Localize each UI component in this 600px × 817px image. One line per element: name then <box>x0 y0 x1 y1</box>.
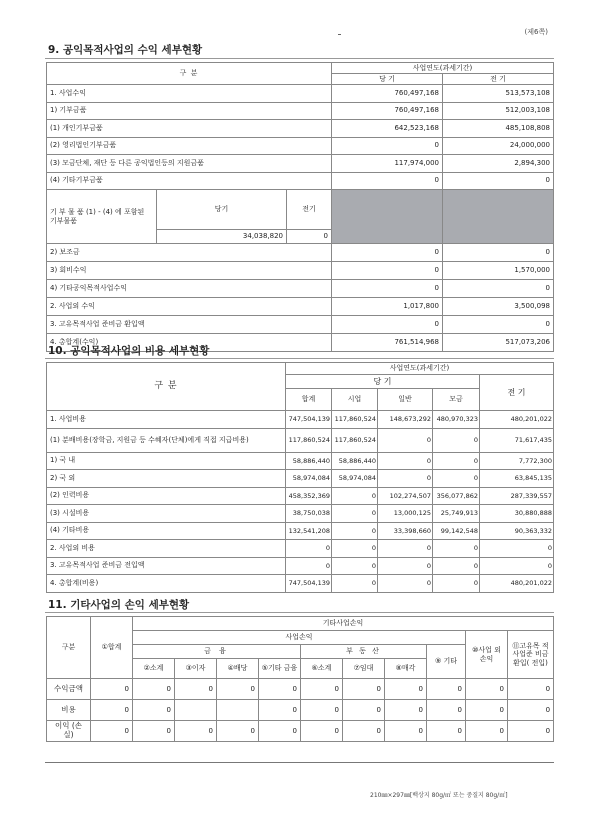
other-row-label: 이익 (손실) <box>47 721 91 742</box>
expense-value: 0 <box>378 470 433 488</box>
revenue-row <box>47 155 554 173</box>
expense-value: 0 <box>378 575 433 593</box>
revenue-row <box>47 262 554 280</box>
other-subheader-0: ②소계 <box>133 659 175 679</box>
expense-value: 458,352,369 <box>286 487 332 505</box>
revenue-current-value: 1,017,800 <box>332 298 443 316</box>
other-header-bizpl: 사업손익 <box>133 631 466 645</box>
revenue-prior-value: 2,894,300 <box>443 155 554 173</box>
other-value: 0 <box>427 700 466 721</box>
expense-row <box>47 575 554 593</box>
revenue-current-value: 0 <box>332 172 443 190</box>
revenue-current-value: 0 <box>332 244 443 262</box>
expense-value: 38,750,038 <box>286 505 332 523</box>
other-value: 0 <box>259 721 301 742</box>
other-value: 0 <box>175 721 217 742</box>
expense-value: 63,845,135 <box>480 470 554 488</box>
expense-header-category: 구 분 <box>47 363 286 411</box>
inkind-label: 기 부 물 품 (1) - (4) 에 포함된 기부물품 <box>47 190 157 244</box>
expense-row-label: (2) 인력비용 <box>47 487 286 505</box>
other-value: 0 <box>133 679 175 700</box>
other-subheader-2: ④배당 <box>217 659 259 679</box>
revenue-prior-value: 517,073,206 <box>443 334 554 352</box>
revenue-current-value: 0 <box>332 280 443 298</box>
expense-value: 747,504,139 <box>286 411 332 429</box>
expense-subheader-1: 시업 <box>332 389 378 411</box>
expense-row <box>47 470 554 488</box>
revenue-row <box>47 244 554 262</box>
expense-value: 58,974,084 <box>286 470 332 488</box>
other-header-title: 기타사업손익 <box>133 617 554 631</box>
expense-header-year: 사업연도(과세기간) <box>286 363 554 375</box>
revenue-table <box>46 62 554 352</box>
other-value: 0 <box>133 721 175 742</box>
revenue-row-label: (4) 기타기부금품 <box>47 172 332 190</box>
other-subheader-1: ③이자 <box>175 659 217 679</box>
revenue-prior-value: 513,573,108 <box>443 85 554 103</box>
revenue-current-value: 761,514,968 <box>332 334 443 352</box>
other-header-realestate: 부 동 산 <box>301 645 427 659</box>
inkind-shaded-current <box>332 190 443 244</box>
revenue-header-year: 사업연도(과세기간) <box>332 63 554 74</box>
revenue-row <box>47 102 554 120</box>
revenue-prior-value: 24,000,000 <box>443 137 554 155</box>
expense-value: 117,860,524 <box>332 411 378 429</box>
expense-row <box>47 411 554 429</box>
other-value: 0 <box>259 700 301 721</box>
revenue-current-value: 0 <box>332 137 443 155</box>
expense-row <box>47 505 554 523</box>
other-value: 0 <box>427 721 466 742</box>
expense-value: 99,142,548 <box>433 522 480 540</box>
inkind-prior-value: 0 <box>287 230 332 244</box>
expense-value: 0 <box>433 557 480 575</box>
other-value: 0 <box>301 700 343 721</box>
other-value: 0 <box>466 721 508 742</box>
expense-value: 102,274,507 <box>378 487 433 505</box>
revenue-row <box>47 316 554 334</box>
revenue-row <box>47 298 554 316</box>
expense-row-label: (4) 기타비용 <box>47 522 286 540</box>
other-value: 0 <box>385 679 427 700</box>
expense-value: 0 <box>332 575 378 593</box>
other-value: 0 <box>301 721 343 742</box>
expense-row-label: 3. 고유목적사업 준비금 전입액 <box>47 557 286 575</box>
expense-value: 0 <box>433 575 480 593</box>
revenue-row-label: 1. 사업수익 <box>47 85 332 103</box>
inkind-header-prior: 전기 <box>287 190 332 230</box>
other-subheader-3: ⑤기타 금융 <box>259 659 301 679</box>
revenue-current-value: 642,523,168 <box>332 120 443 138</box>
expense-value: 0 <box>332 522 378 540</box>
expense-value: 30,880,888 <box>480 505 554 523</box>
expense-value: 58,886,440 <box>332 452 378 470</box>
expense-value: 58,974,084 <box>332 470 378 488</box>
expense-value: 0 <box>286 540 332 558</box>
revenue-prior-value: 1,570,000 <box>443 262 554 280</box>
other-subheader-6: ⑧매각 <box>385 659 427 679</box>
other-value: 0 <box>133 700 175 721</box>
form-number: (제6쪽) <box>524 28 548 36</box>
expense-value: 0 <box>433 470 480 488</box>
other-value: 0 <box>91 700 133 721</box>
expense-row-label: 4. 총합계(비용) <box>47 575 286 593</box>
other-value: 0 <box>427 679 466 700</box>
other-value: 0 <box>301 679 343 700</box>
other-header-total: ①합계 <box>91 617 133 679</box>
other-subheader-5: ⑦임대 <box>343 659 385 679</box>
expense-row-label: 2. 사업외 비용 <box>47 540 286 558</box>
revenue-prior-value: 3,500,098 <box>443 298 554 316</box>
expense-value: 0 <box>332 540 378 558</box>
revenue-current-value: 760,497,168 <box>332 85 443 103</box>
revenue-row-label: (3) 모금단체, 재단 등 다른 공익법인등의 지원금품 <box>47 155 332 173</box>
expense-subheader-0: 합계 <box>286 389 332 411</box>
other-value: 0 <box>385 721 427 742</box>
expense-row-label: 2) 국 외 <box>47 470 286 488</box>
expense-value: 0 <box>378 557 433 575</box>
expense-value: 90,363,332 <box>480 522 554 540</box>
revenue-row-label: 3) 회비수익 <box>47 262 332 280</box>
expense-value: 13,000,125 <box>378 505 433 523</box>
expense-value: 148,673,292 <box>378 411 433 429</box>
other-header-category: 구분 <box>47 617 91 679</box>
section-10-rule <box>45 358 554 359</box>
revenue-row <box>47 172 554 190</box>
expense-row-label: (3) 시설비용 <box>47 505 286 523</box>
revenue-row-label: 4. 총합계(수익) <box>47 334 332 352</box>
expense-value: 117,860,524 <box>332 428 378 452</box>
expense-header-current: 당 기 <box>286 375 480 389</box>
expense-subheader-3: 모금 <box>433 389 480 411</box>
expense-value: 117,860,524 <box>286 428 332 452</box>
expense-value: 480,201,022 <box>480 575 554 593</box>
expense-value: 132,541,208 <box>286 522 332 540</box>
other-row <box>47 721 554 742</box>
inkind-row <box>47 190 554 230</box>
revenue-row <box>47 280 554 298</box>
inkind-header-current: 당기 <box>157 190 287 230</box>
expense-row <box>47 452 554 470</box>
expense-value: 0 <box>332 557 378 575</box>
expense-value: 0 <box>378 452 433 470</box>
revenue-current-value: 0 <box>332 262 443 280</box>
section-11-title: 11. 기타사업의 손익 세부현황 <box>48 599 190 611</box>
revenue-row-label: 4) 기타공익목적사업수익 <box>47 280 332 298</box>
other-value: 0 <box>343 721 385 742</box>
expense-row <box>47 428 554 452</box>
revenue-current-value: 0 <box>332 316 443 334</box>
expense-table <box>46 362 554 593</box>
revenue-row-label: (2) 영리법인기부금품 <box>47 137 332 155</box>
expense-header-prior: 전 기 <box>480 375 554 411</box>
other-business-table <box>46 616 554 742</box>
struck-out-cell <box>175 700 217 721</box>
revenue-prior-value: 0 <box>443 280 554 298</box>
revenue-current-value: 760,497,168 <box>332 102 443 120</box>
other-row-label: 비용 <box>47 700 91 721</box>
expense-value: 0 <box>332 505 378 523</box>
revenue-header-prior: 전 기 <box>443 74 554 85</box>
expense-value: 0 <box>480 557 554 575</box>
other-row <box>47 700 554 721</box>
other-value: 0 <box>508 679 554 700</box>
other-value: 0 <box>175 679 217 700</box>
expense-row <box>47 487 554 505</box>
expense-value: 0 <box>332 487 378 505</box>
other-value: 0 <box>508 700 554 721</box>
other-value: 0 <box>91 721 133 742</box>
expense-value: 0 <box>286 557 332 575</box>
paper-spec-footer: 210㎜×297㎜[백상지 80g/㎡ 또는 중질지 80g/㎡] <box>370 792 508 799</box>
revenue-prior-value: 0 <box>443 172 554 190</box>
other-row <box>47 679 554 700</box>
section-10-title: 10. 공익목적사업의 비용 세부현황 <box>48 345 210 357</box>
revenue-row-label: 2. 사업외 수익 <box>47 298 332 316</box>
expense-value: 0 <box>378 428 433 452</box>
expense-row <box>47 540 554 558</box>
inkind-current-value: 34,038,820 <box>157 230 287 244</box>
other-header-finance: 금 융 <box>133 645 301 659</box>
expense-value: 71,617,435 <box>480 428 554 452</box>
revenue-row-label: 2) 보조금 <box>47 244 332 262</box>
expense-row-label: 1) 국 내 <box>47 452 286 470</box>
expense-value: 287,339,557 <box>480 487 554 505</box>
expense-row <box>47 557 554 575</box>
revenue-prior-value: 485,108,808 <box>443 120 554 138</box>
expense-row-label: (1) 분배비용(장학금, 지원금 등 수혜자(단체)에게 직접 지급비용) <box>47 428 286 452</box>
expense-value: 7,772,300 <box>480 452 554 470</box>
revenue-current-value: 117,974,000 <box>332 155 443 173</box>
other-header-nonop: ⑩사업 외손익 <box>466 631 508 679</box>
revenue-prior-value: 0 <box>443 244 554 262</box>
other-value: 0 <box>343 679 385 700</box>
expense-value: 58,886,440 <box>286 452 332 470</box>
other-subheader-4: ⑥소계 <box>301 659 343 679</box>
revenue-prior-value: 512,003,108 <box>443 102 554 120</box>
expense-value: 33,398,660 <box>378 522 433 540</box>
other-value: 0 <box>466 679 508 700</box>
section-9-rule <box>45 58 554 59</box>
revenue-header-category: 구 분 <box>47 63 332 85</box>
expense-value: 0 <box>433 428 480 452</box>
struck-out-cell <box>217 700 259 721</box>
revenue-row <box>47 137 554 155</box>
expense-row-label: 1. 사업비용 <box>47 411 286 429</box>
revenue-row-label: (1) 개인기부금품 <box>47 120 332 138</box>
revenue-row <box>47 120 554 138</box>
expense-value: 25,749,913 <box>433 505 480 523</box>
other-value: 0 <box>259 679 301 700</box>
revenue-prior-value: 0 <box>443 316 554 334</box>
other-value: 0 <box>508 721 554 742</box>
revenue-row-label: 3. 고유목적사업 준비금 환입액 <box>47 316 332 334</box>
other-value: 0 <box>466 700 508 721</box>
other-value: 0 <box>385 700 427 721</box>
scan-mark <box>338 34 341 35</box>
expense-row <box>47 522 554 540</box>
other-row-label: 수익금액 <box>47 679 91 700</box>
other-header-etc: ⑨ 기타 <box>427 645 466 679</box>
expense-value: 0 <box>378 540 433 558</box>
expense-value: 480,970,323 <box>433 411 480 429</box>
other-value: 0 <box>217 721 259 742</box>
revenue-row <box>47 85 554 103</box>
other-header-reversal: ⑪고유목 적사업준 비금환입( 전입) <box>508 631 554 679</box>
section-11-rule <box>45 612 554 613</box>
revenue-header-current: 당 기 <box>332 74 443 85</box>
expense-value: 0 <box>480 540 554 558</box>
revenue-row-label: 1) 기부금품 <box>47 102 332 120</box>
other-value: 0 <box>343 700 385 721</box>
expense-subheader-2: 일반 <box>378 389 433 411</box>
expense-value: 480,201,022 <box>480 411 554 429</box>
bottom-rule <box>45 762 554 763</box>
expense-value: 0 <box>433 540 480 558</box>
other-value: 0 <box>91 679 133 700</box>
expense-value: 0 <box>433 452 480 470</box>
section-9-title: 9. 공익목적사업의 수익 세부현황 <box>48 44 203 56</box>
inkind-shaded-prior <box>443 190 554 244</box>
expense-value: 356,077,862 <box>433 487 480 505</box>
expense-value: 747,504,139 <box>286 575 332 593</box>
other-value: 0 <box>217 679 259 700</box>
